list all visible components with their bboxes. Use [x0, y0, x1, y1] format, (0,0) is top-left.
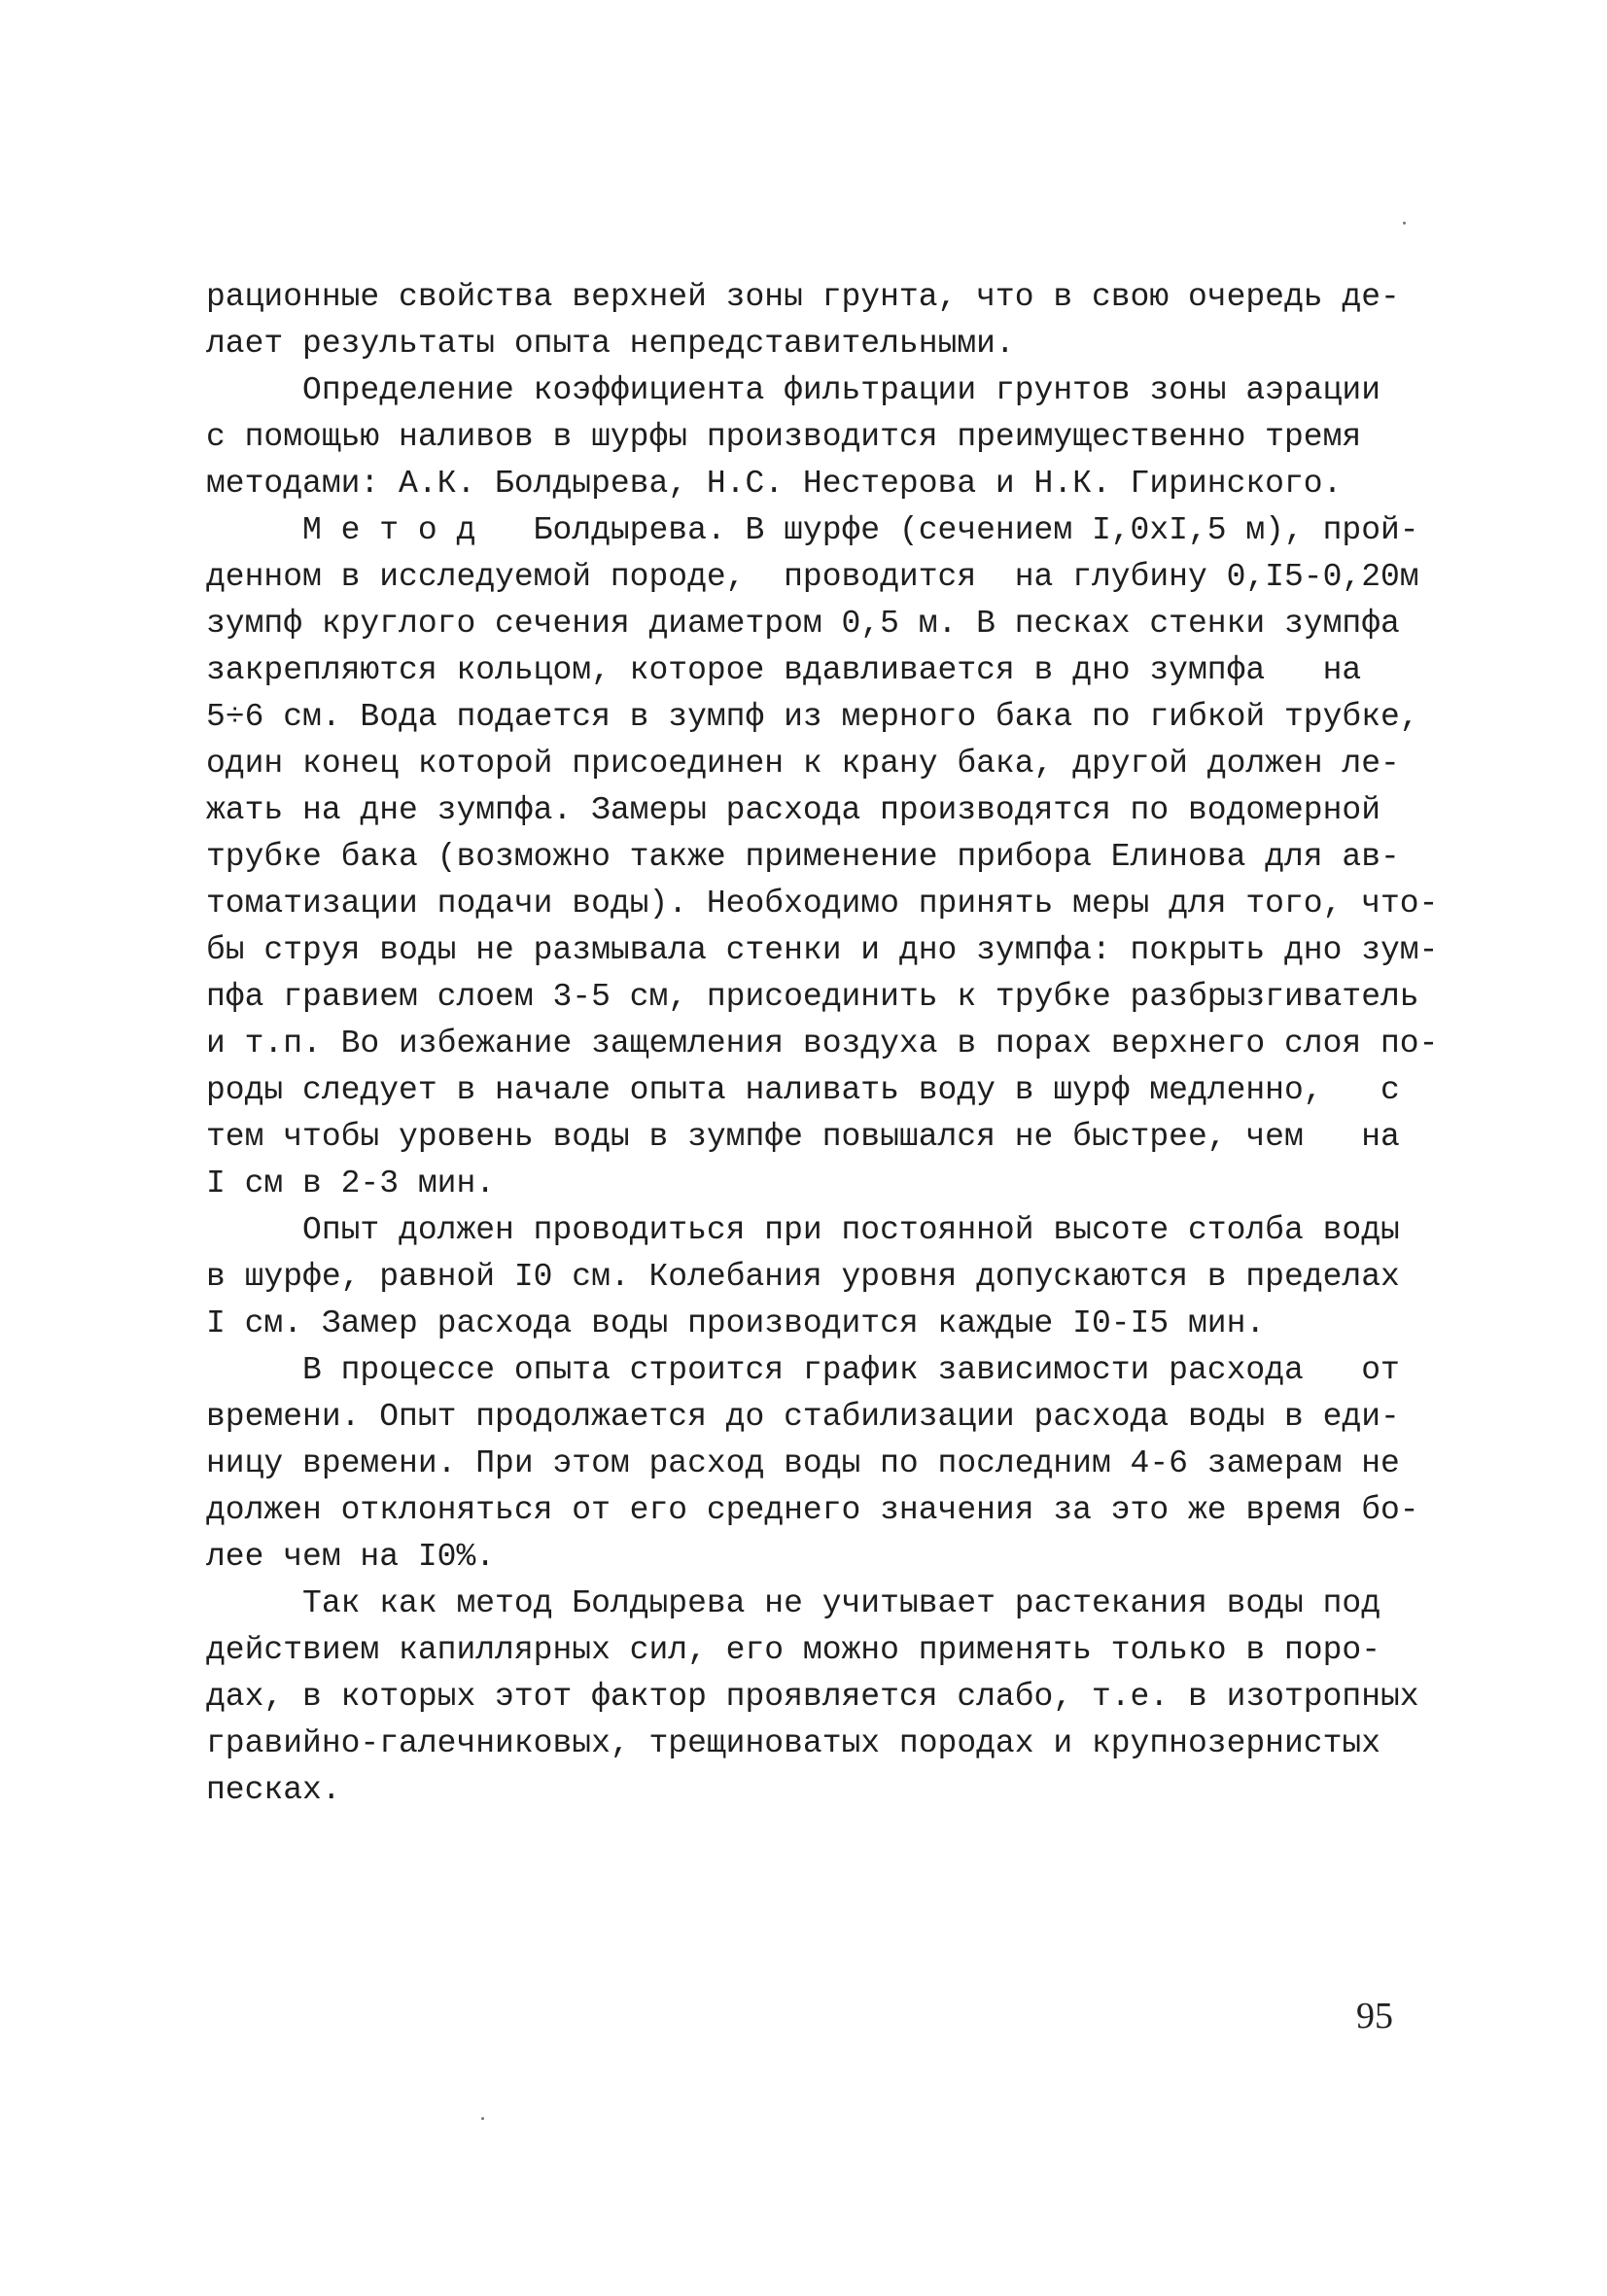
text-line: должен отклоняться от его среднего значения за это же время бо- — [206, 1492, 1419, 1528]
text-line: времени. Опыт продолжается до стабилизации расхода воды в еди- — [206, 1399, 1400, 1435]
text-line: бы струя воды не размывала стенки и дно зумпфа: покрыть дно зум- — [206, 932, 1439, 968]
scan-speck — [481, 2117, 484, 2120]
text-line: В процессе опыта строится график зависимости расхода от — [206, 1352, 1400, 1388]
text-line: жать на дне зумпфа. Замеры расхода производятся по водомерной — [206, 792, 1380, 828]
text-line: роды следует в начале опыта наливать воду в шурф медленно, с — [206, 1072, 1400, 1108]
text-line: лее чем на I0%. — [206, 1539, 496, 1575]
text-line: пфа гравием слоем 3-5 см, присоединить к трубке разбрызгиватель — [206, 979, 1419, 1015]
text-line: закрепляются кольцом, которое вдавливается в дно зумпфа на — [206, 652, 1362, 688]
text-line: I см. Замер расхода воды производится каждые I0-I5 мин. — [206, 1305, 1266, 1341]
text-line: 5÷6 см. Вода подается в зумпф из мерного бака по гибкой трубке, — [206, 699, 1419, 735]
text-line: Опыт должен проводиться при постоянной высоте столба воды — [206, 1212, 1400, 1248]
text-line: I см в 2-3 мин. — [206, 1165, 496, 1201]
text-line: дах, в которых этот фактор проявляется слабо, т.е. в изотропных — [206, 1679, 1419, 1715]
text-line: действием капиллярных сил, его можно применять только в поро- — [206, 1632, 1380, 1668]
text-line: Определение коэффициента фильтрации грунтов зоны аэрации — [206, 372, 1380, 408]
text-line: методами: А.К. Болдырева, Н.С. Нестерова и Н.К. Гиринского. — [206, 466, 1343, 502]
text-line: песках. — [206, 1772, 341, 1808]
text-line: лает результаты опыта непредставительными. — [206, 326, 1015, 362]
text-line: ницу времени. При этом расход воды по последним 4-6 замерам не — [206, 1445, 1400, 1481]
text-line: зумпф круглого сечения диаметром 0,5 м. В песках стенки зумпфа — [206, 606, 1400, 642]
text-line: томатизации подачи воды). Необходимо принять меры для того, что- — [206, 886, 1439, 922]
body-text — [206, 274, 1439, 1814]
text-line: один конец которой присоединен к крану бака, другой должен ле- — [206, 746, 1400, 782]
text-line: гравийно-галечниковых, трещиноватых породах и крупнозернистых — [206, 1725, 1380, 1761]
text-line: тем чтобы уровень воды в зумпфе повышался не быстрее, чем на — [206, 1119, 1400, 1155]
text-line: денном в исследуемой породе, проводится на глубину 0,I5-0,20м — [206, 559, 1419, 595]
text-line: рационные свойства верхней зоны грунта, что в свою очередь де- — [206, 279, 1400, 315]
text-line: и т.п. Во избежание защемления воздуха в порах верхнего слоя по- — [206, 1026, 1439, 1061]
text-line: трубке бака (возможно также применение прибора Елинова для ав- — [206, 839, 1400, 875]
page-number: 95 — [1356, 1996, 1393, 2036]
text-line: с помощью наливов в шурфы производится преимущественно тремя — [206, 419, 1362, 455]
text-line: М е т о д Болдырева. В шурфе (сечением I,0xI,5 м), прой- — [206, 512, 1419, 548]
scan-speck — [1403, 222, 1406, 225]
text-line: в шурфе, равной I0 см. Колебания уровня допускаются в пределах — [206, 1259, 1400, 1295]
text-line: Так как метод Болдырева не учитывает растекания воды под — [206, 1585, 1380, 1621]
